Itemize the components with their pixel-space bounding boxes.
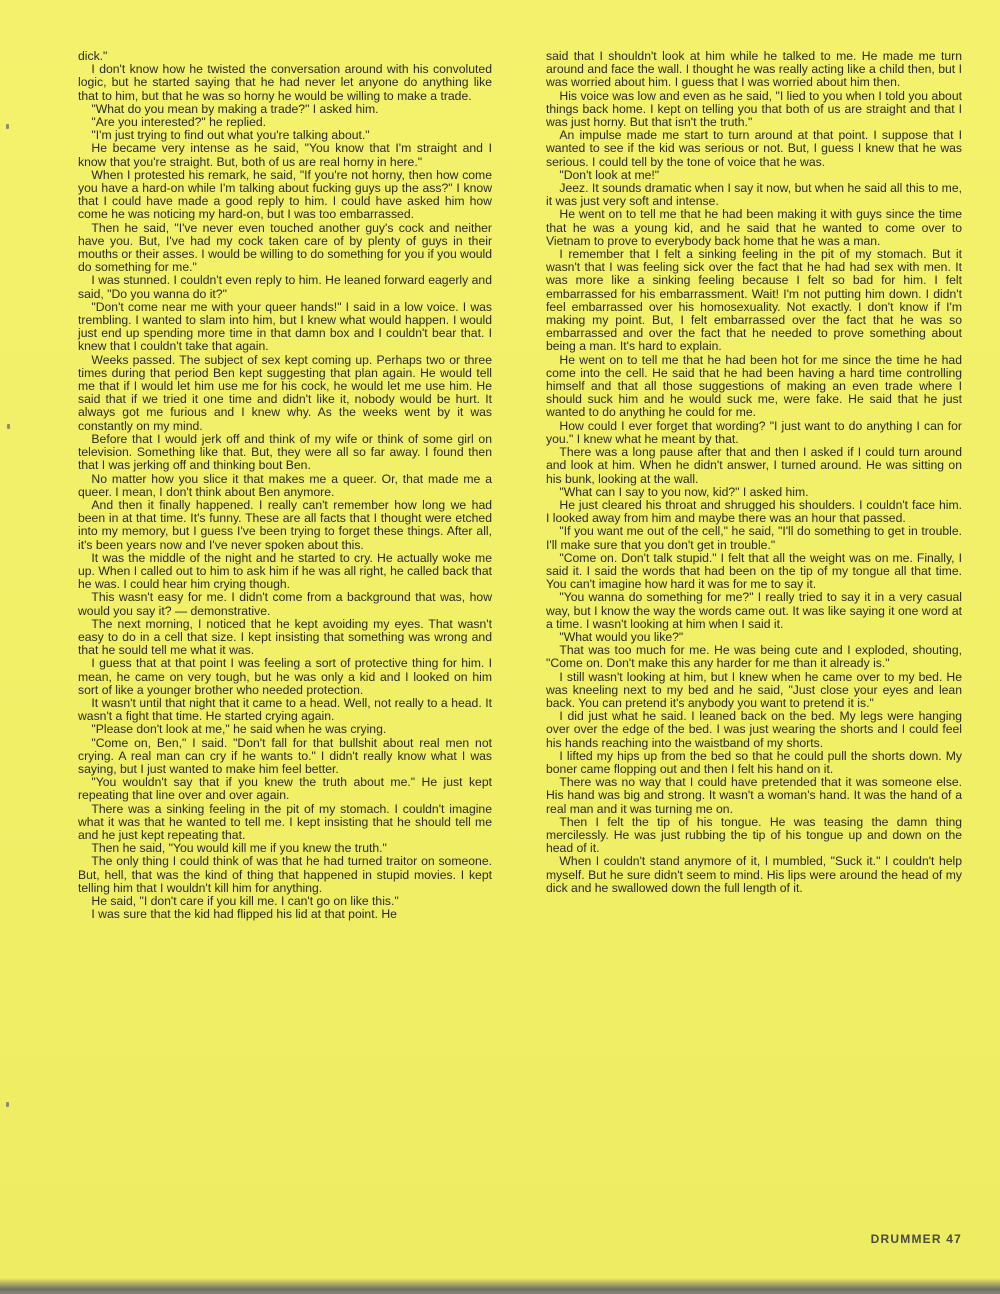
paragraph: The next morning, I noticed that he kept avoiding my eyes. That wasn't easy to do in a cell that size. I kept insisting that something was wrong and that he sould tell me what it was. [78,616,492,658]
paragraph: dick." [78,49,108,63]
paragraph: He said, "I don't care if you kill me. I can't go on like this." [91,894,399,908]
paragraph: An impulse made me start to turn around at that point. I suppose that I wanted to see if the kid was serious or not. But, I guess I knew that he was serious. I could tell by the tone of voice that he was. [546,128,962,169]
paragraph: This wasn't easy for me. I didn't come from a background that was, how would you say it? — demonstrative. [78,590,492,618]
paragraph: I guess that at that point I was feeling a sort of protective thing for him. I mean, he came on very tough, but he was only a kid and I looked on him sort of like a younger brother who needed protection. [78,656,492,697]
paragraph: No matter how you slice it that makes me a queer. Or, that made me a queer. I mean, I don't think about Ben anymore. [78,471,492,499]
paragraph: I did just what he said. I leaned back on the bed. My legs were hanging over over the edge of the bed. I was just wearing the shorts and I could feel his hands reaching into the waistband of my shorts. [546,709,962,750]
paragraph: "If you want me out of the cell," he said, "I'll do something to get in trouble. I'll make sure that you don't get in trouble." [546,524,962,552]
left-text-column [78,50,492,921]
page-folio: DRUMMER 47 [870,1232,962,1246]
paragraph: "What do you mean by making a trade?" I asked him. [91,101,379,116]
scan-bottom-edge [0,1278,1000,1294]
paragraph: Then he said, "You would kill me if you knew the truth." [91,841,387,856]
right-text-column [546,50,962,895]
paragraph: It wasn't until that night that it came to a head. Well, not really to a head. It wasn't a fight that time. He started crying again. [78,695,492,724]
paragraph: "Are you interested?" he replied. [91,115,267,130]
paragraph: Then he said, "I've never even touched another guy's cock and neither have you. But, I've had my cock taken care of by plenty of guys in their mouths or their asses. I would be willing to do something for you if you would do something for me." [78,220,492,275]
paragraph: When I protested his remark, he said, "If you're not horny, then how come you have a hard-on while I'm talking about fucking guys up the ass?" I know that I could have made a good reply to him. I could have asked him how come he was noticing my hard-on, but I was too embarrassed. [78,167,492,222]
paragraph: I was sure that the kid had flipped his lid at that point. He [91,907,397,922]
paragraph: His voice was low and even as he said, "I lied to you when I told you about things back home. I kept on telling you that both of us are straight and that I was just horny. But that isn't the truth." [546,88,962,130]
paragraph: Weeks passed. The subject of sex kept coming up. Perhaps two or three times during that period Ben kept suggesting that plan again. He would tell me that if I would let him use me for his cock, he would let me use him. He said that if we tried it one time and didn't like it, nobody would be hurt. It always got me furious and I knew why. As the weeks went by it was constantly on my mind. [78,352,492,433]
paragraph: Before that I would jerk off and think of my wife or think of some girl on television. Something like that. But, they were all so far away. I found then that I was jerking off and thinking bout Ben. [78,431,492,473]
paragraph: "Come on, Ben," I said. "Don't fall for that bullshit about real men not crying. A real man can cry if he wants to." I didn't really know what I was saying, but I just wanted to make him feel better. [78,735,492,776]
paragraph: There was a sinking feeling in the pit of my stomach. I couldn't imagine what it was that he wanted to tell me. I kept insisting that he should tell me and he just kept repeating that. [78,801,492,842]
paragraph: And then it finally happened. I really can't remember how long we had been in at that time. It's funny. These are all facts that I thought were etched into my memory, but I guess I've been trying to forget these things. After all, it's been years now and I've never spoken about this. [78,497,492,552]
paragraph: I lifted my hips up from the bed so that he could pull the shorts down. My boner came flopping out and then I felt his hand on it. [546,748,962,776]
paragraph: There was a long pause after that and then I asked if I could turn around and look at him. When he didn't answer, I turned around. He was sitting on his bunk, looking at the wall. [546,445,962,486]
paragraph: "What can I say to you now, kid?" I asked him. [559,484,809,499]
paragraph: "Come on. Don't talk stupid." I felt that all the weight was on me. Finally, I said it. I said the words that had been on the tip of my tongue all that time. You can't imagine how hard it was for me to say it. [546,550,962,592]
paragraph: "What would you like?" [559,629,684,644]
paragraph: He went on to tell me that he had been hot for me since the time he had come into the cell. He said that he had been having a hard time controlling himself and that all those suggestions of making an even trade where I should suck him and he would suck me, were fake. He said that he just wanted to do anything he could for me. [546,352,962,420]
paragraph: He just cleared his throat and shrugged his shoulders. I couldn't face him. I looked away from him and maybe there was an hour that passed. [546,497,962,526]
paragraph: Jeez. It sounds dramatic when I say it now, but when he said all this to me, it was just very soft and intense. [546,181,962,209]
paragraph: "Don't come near me with your queer hands!" I said in a low voice. I was trembling. I wanted to slam into him, but I knew what would happen. I would just end up spending more time in that damn box and I couldn't bear that. I knew that I couldn't take that again. [78,299,492,354]
paragraph: He went on to tell me that he had been making it with guys since the time that he was a young kid, and he said that he wanted to come over to Vietnam to prove to everybody back home that he was a man. [546,207,962,248]
paragraph: It was the middle of the night and he started to cry. He actually woke me up. When I called out to him to ask him if he was all right, he called back that he was. I could hear him crying though. [78,550,492,592]
paragraph: "Don't look at me!" [559,167,660,182]
paragraph: "I'm just trying to find out what you're talking about." [91,128,370,143]
paragraph: I remember that I felt a sinking feeling in the pit of my stomach. But it wasn't that I was feeling sick over the fact that he had had sex with men. It was more like a sinking feeling because I felt so bad for him. I felt embarrassed for his embarrassment. Wait! I'm not putting him down. I didn't feel embarrassed over his homosexuality. Not exactly. I don't know if I'm making my point. But, I felt embarrassed over the fact that he was so embarrassed and over the fact that he needed to prove something about being a man. It's hard to explain. [546,247,962,354]
paragraph: I still wasn't looking at him, but I knew when he came over to my bed. He was kneeling next to my bed and he said, "Just close your eyes and lean back. You can pretend it's anybody you want to pretend it is." [546,669,962,710]
paragraph: Then I felt the tip of his tongue. He was teasing the damn thing mercilessly. He was just rubbing the tip of his tongue up and down on the head of it. [546,814,962,856]
paragraph: There was no way that I could have pretended that it was someone else. His hand was big and strong. It wasn't a woman's hand. It was the hand of a real man and it was turning me on. [546,775,962,816]
paragraph: That was too much for me. He was being cute and I exploded, shouting, "Come on. Don't make this any harder for me than it already is." [546,643,962,671]
scan-speck [7,424,10,429]
scan-speck [6,1102,9,1107]
paragraph: "You wouldn't say that if you knew the truth about me." He just kept repeating that line over and over again. [78,775,492,803]
paragraph: How could I ever forget that wording? "I just want to do anything I can for you." I knew what he meant by that. [546,418,962,446]
paragraph: said that I shouldn't look at him while he talked to me. He made me turn around and face the wall. I thought he was really acting like a child then, but I was worried about him. I guess that I was worried about him then. [546,49,962,90]
paragraph: The only thing I could think of was that he had turned traitor on someone. But, hell, that was the kind of thing that happened in stupid movies. I kept telling him that I wouldn't kill him for anything. [78,854,492,895]
paragraph: He became very intense as he said, "You know that I'm straight and I know that you're straight. But, both of us are real horny in here." [78,141,492,169]
paragraph: When I couldn't stand anymore of it, I mumbled, "Suck it." I couldn't help myself. But he sure didn't seem to mind. His lips were around the head of my dick and he swallowed down the full length of it. [546,854,962,895]
paragraph: "Please don't look at me," he said when he was crying. [91,722,387,737]
paragraph: "You wanna do something for me?" I really tried to say it in a very casual way, but I know the way the words came out. It was like saying it one word at a time. I wasn't looking at him when I said it. [546,590,962,631]
scan-speck [6,124,9,129]
paragraph: I was stunned. I couldn't even reply to him. He leaned forward eagerly and said, "Do you wanna do it?" [78,273,492,301]
paragraph: I don't know how he twisted the conversation around with his convoluted logic, but he started saying that he had never let anyone do anything like that to him, but that he was so horny he would be willing to make a trade. [78,62,492,103]
